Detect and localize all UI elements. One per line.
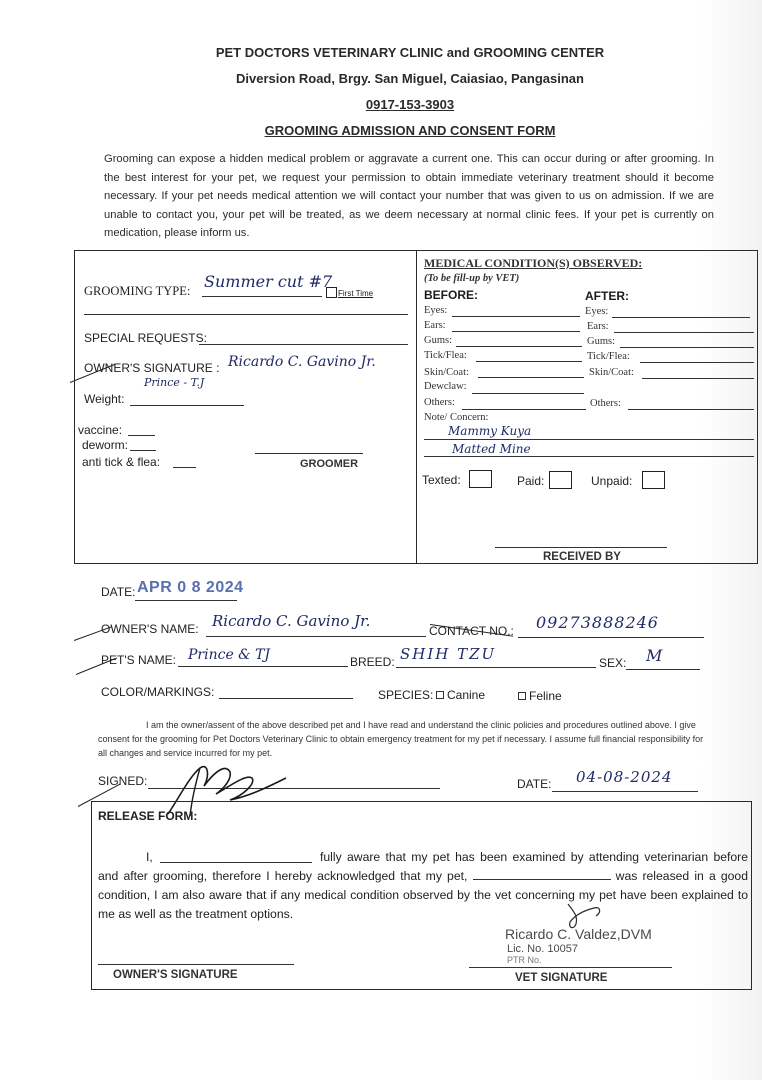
vaccine-line <box>128 435 155 436</box>
vaccine-label: vaccine: <box>78 423 123 437</box>
groomer-label: GROOMER <box>300 458 359 470</box>
vet-signature-footer: VET SIGNATURE <box>515 972 608 984</box>
canine-label: Canine <box>447 688 486 702</box>
after-eyes-label: Eyes: <box>585 306 609 317</box>
feline-checkbox[interactable] <box>518 692 526 700</box>
special-requests-line <box>199 344 408 345</box>
first-time-checkbox[interactable] <box>326 287 337 298</box>
contact-value: 09273888246 <box>536 613 659 632</box>
note-line-2: Matted Mine <box>452 442 531 456</box>
grooming-type-line <box>202 296 322 297</box>
received-by-label: RECEIVED BY <box>543 551 621 563</box>
grooming-type-line-2 <box>84 314 408 315</box>
deworm-label: deworm: <box>82 438 129 452</box>
owner-signature-label: OWNER'S SIGNATURE : <box>84 361 220 375</box>
breed-value: SHIH TZU <box>400 645 497 663</box>
after-skin-label: Skin/Coat: <box>589 367 634 378</box>
note-line-1: Mammy Kuya <box>448 424 532 438</box>
release-pet-line <box>473 879 611 880</box>
vet-name: Ricardo C. Valdez,DVM <box>505 926 652 942</box>
medical-subtitle: (To be fill-up by VET) <box>424 273 520 284</box>
paid-checkbox[interactable] <box>549 471 572 489</box>
owner-signature-value: Ricardo C. Gavino Jr. <box>228 354 376 370</box>
owner-name-value: Ricardo C. Gavino Jr. <box>212 612 371 630</box>
date-label: DATE: <box>101 585 136 599</box>
feline-label: Feline <box>529 689 562 703</box>
paid-label: Paid: <box>517 474 545 488</box>
after-others-label: Others: <box>590 398 621 409</box>
before-skin-label: Skin/Coat: <box>424 367 469 378</box>
owner-name-line <box>206 636 426 637</box>
before-others-line <box>462 409 586 410</box>
after-ears-line <box>614 332 754 333</box>
release-text-part-b: fully aware that my pet has been examined by attending veterinarian before and after grooming, therefore I hereby acknowledged that my pet, <box>98 850 748 883</box>
pet-name-label: PET'S NAME: <box>101 653 176 667</box>
release-text-i: I, <box>146 850 153 864</box>
before-tick-line <box>476 361 582 362</box>
after-gums-label: Gums: <box>587 336 616 347</box>
date2-label: DATE: <box>517 777 552 791</box>
release-text-part-c: was released in a good condition, I am also aware that if any medical condition observed by the vet concerning my pet have been explained to me as well as the treatment options. <box>98 869 748 921</box>
owner-signature-line <box>98 964 294 965</box>
color-label: COLOR/MARKINGS: <box>101 685 215 699</box>
release-title: RELEASE FORM: <box>98 809 198 823</box>
texted-label: Texted: <box>422 473 461 487</box>
release-text-body <box>98 848 748 924</box>
before-gums-line <box>456 346 582 347</box>
color-line <box>219 698 353 699</box>
clinic-phone: 0917-153-3903 <box>365 97 455 112</box>
form-title: GROOMING ADMISSION AND CONSENT FORM <box>264 123 556 138</box>
sex-value: M <box>646 646 663 665</box>
before-gums-label: Gums: <box>424 335 453 346</box>
antitick-label: anti tick & flea: <box>82 455 161 469</box>
species-label: SPECIES: <box>378 688 434 702</box>
after-label: AFTER: <box>585 289 629 303</box>
date2-line <box>552 791 698 792</box>
pet-note: Prince - T.J <box>144 376 205 389</box>
signed-label: SIGNED: <box>98 774 148 788</box>
after-ears-label: Ears: <box>587 321 609 332</box>
date-stamp: APR 0 8 2024 <box>137 579 244 596</box>
unpaid-checkbox[interactable] <box>642 471 665 489</box>
pet-name-line <box>178 666 348 667</box>
before-ears-label: Ears: <box>424 320 446 331</box>
canine-checkbox[interactable] <box>436 691 444 699</box>
after-skin-line <box>642 378 754 379</box>
grooming-type-value: Summer cut #7 <box>204 272 333 291</box>
texted-checkbox[interactable] <box>469 470 492 488</box>
consent-text: I am the owner/assent of the above described pet and I have read and understand the clinic policies and procedures outlined above. I give consent for the grooming for Pet Doctors Veterinary Clinic to obtain emergency treatment for my pet if necessary. I assume full financial responsibility for all changes and service incurred for my pet. <box>98 720 704 758</box>
before-tick-label: Tick/Flea: <box>424 350 467 361</box>
special-requests-label: SPECIAL REQUESTS: <box>84 331 207 345</box>
grooming-type-label: GROOMING TYPE: <box>84 284 191 298</box>
before-skin-line <box>478 377 584 378</box>
after-tick-line <box>640 362 754 363</box>
first-time-label: First Time <box>338 289 374 298</box>
antitick-line <box>173 467 196 468</box>
medical-title: MEDICAL CONDITION(S) OBSERVED: <box>424 256 643 270</box>
owner-signature-footer: OWNER'S SIGNATURE <box>113 969 238 981</box>
contact-label: CONTACT NO.: <box>429 624 514 638</box>
before-dewclaw-line <box>472 393 584 394</box>
date-line <box>135 600 237 601</box>
unpaid-label: Unpaid: <box>591 474 633 488</box>
owner-name-label: OWNER'S NAME: <box>101 622 199 636</box>
note-line-2-rule <box>424 456 754 457</box>
before-label: BEFORE: <box>424 288 478 302</box>
before-others-label: Others: <box>424 397 455 408</box>
intro-paragraph: Grooming can expose a hidden medical problem or aggravate a current one. This can occur during or after grooming. In the best interest for your pet, we request your permission to obtain immediate veterinary treatment should it become necessary. If your pet needs medical attention we will contact your number that was given to us on admission. If we are unable to contact you, your pet will be treated, as we deem necessary at normal clinic fees. If your pet is currently on medication, please inform us. <box>104 153 714 239</box>
sex-line <box>626 669 700 670</box>
weight-line <box>130 405 244 406</box>
vet-ptr: PTR No. <box>507 955 542 965</box>
deworm-line <box>130 450 156 451</box>
groomer-line <box>255 453 363 454</box>
sex-label: SEX: <box>599 656 627 670</box>
note-label: Note/ Concern: <box>424 412 489 423</box>
before-dewclaw-label: Dewclaw: <box>424 381 467 392</box>
breed-line <box>396 667 596 668</box>
date2-value: 04-08-2024 <box>576 768 673 786</box>
after-eyes-line <box>612 317 750 318</box>
contact-line <box>518 637 704 638</box>
box-divider <box>416 250 417 563</box>
before-ears-line <box>452 331 580 332</box>
before-eyes-label: Eyes: <box>424 305 448 316</box>
weight-label: Weight: <box>84 392 125 406</box>
note-line-1-rule <box>424 439 754 440</box>
breed-label: BREED: <box>350 655 395 669</box>
after-tick-label: Tick/Flea: <box>587 351 630 362</box>
clinic-address: Diversion Road, Brgy. San Miguel, Caiasiao, Pangasinan <box>236 71 584 86</box>
received-by-line <box>495 547 667 548</box>
before-eyes-line <box>452 316 580 317</box>
clinic-name: PET DOCTORS VETERINARY CLINIC and GROOMING CENTER <box>215 45 605 60</box>
pet-name-value: Prince & TJ <box>188 647 271 663</box>
vet-signature-line <box>469 967 672 968</box>
vet-license: Lic. No. 10057 <box>507 943 578 955</box>
after-gums-line <box>620 347 754 348</box>
after-others-line <box>628 409 754 410</box>
